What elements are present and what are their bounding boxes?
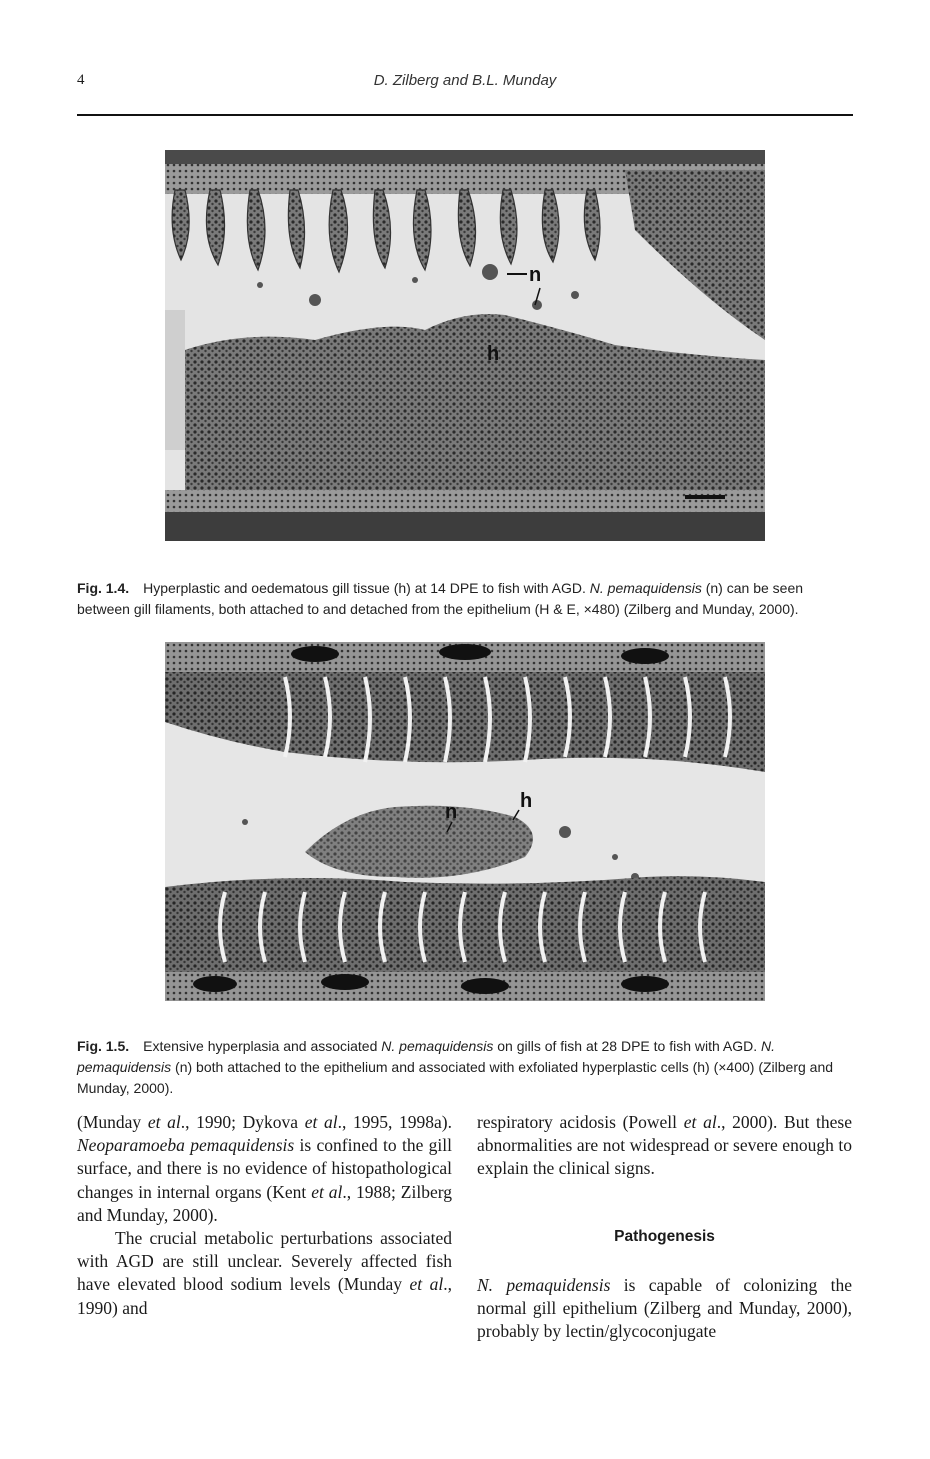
right-column-bottom-text: [477, 1274, 852, 1344]
page-header: [77, 72, 853, 98]
figure-1-4-label-h: h: [487, 343, 500, 365]
page-number: 4: [77, 72, 85, 88]
right-column-top-text: [477, 1111, 852, 1181]
figure-1-4-micrograph: [165, 150, 765, 541]
body-column-left: [77, 1111, 452, 1320]
body-column-right: [477, 1111, 852, 1343]
figure-1-4-caption: Fig. 1.4. Hyperplastic and oedematous gill tissue (h) at 14 DPE to fish with AGD. N. pemaquidensis (n) can be seen between gill filaments, both attached to and detached from the epithelium (H & E, ×480) (Zilberg and Munday, 2000).: [77, 580, 804, 617]
body-paragraph: respiratory acidosis (Powell et al., 2000). But these abnormalities are not widespread or severe enough to explain the clinical signs.: [477, 1112, 852, 1179]
figure-1-5-caption: Fig. 1.5. Extensive hyperplasia and associated N. pemaquidensis on gills of fish at 28 DPE to fish with AGD. N. pemaquidensis (n) both attached to the epithelium and associated with exfoliated hyperplastic cells (h) (×400) (Zilberg and Munday, 2000).: [77, 1038, 834, 1096]
section-heading-pathogenesis: Pathogenesis: [614, 1227, 715, 1245]
running-head: D. Zilberg and B.L. Munday: [373, 72, 557, 89]
figure-1-5-label-h: h: [520, 790, 533, 812]
figure-1-5-micrograph: [165, 642, 765, 1001]
figure-1-4-label: Fig. 1.4.: [77, 580, 130, 596]
header-rule: [77, 114, 853, 116]
body-paragraph: The crucial metabolic perturbations associated with AGD are still unclear. Severely affected fish have elevated blood sodium levels (Munday et al., 1990) and: [77, 1228, 452, 1318]
figure-1-5-label-n: n: [445, 801, 458, 823]
body-paragraph: (Munday et al., 1990; Dykova et al., 1995, 1998a). Neoparamoeba pemaquidensis is confined to the gill surface, and there is no evidence of histopathological changes in internal organs (Kent et al., 1988; Zilberg and Munday, 2000).: [77, 1112, 452, 1225]
body-paragraph: N. pemaquidensis is capable of colonizing the normal gill epithelium (Zilberg and Munday, 2000), probably by lectin/glycoconjugate: [477, 1274, 852, 1342]
figure-1-4-label-n: n: [529, 264, 542, 286]
figure-1-5-label: Fig. 1.5.: [77, 1038, 130, 1054]
